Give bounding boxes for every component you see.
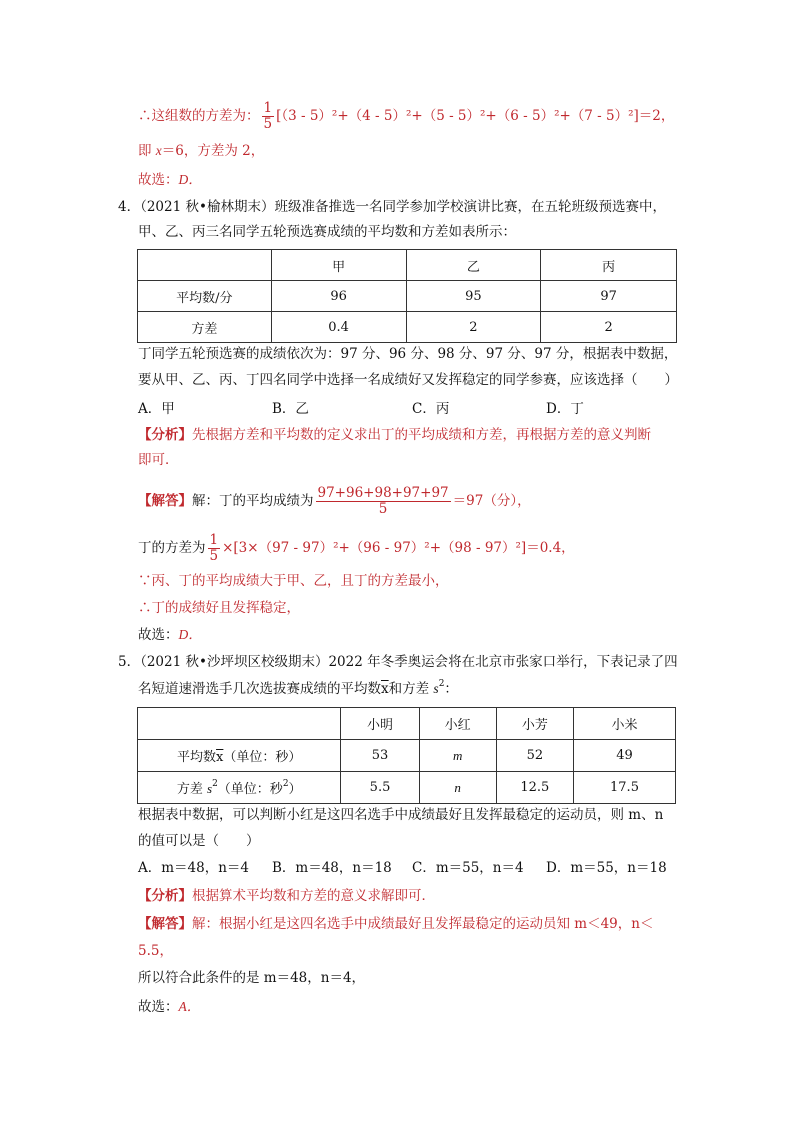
q4-analysis-line-2: 即可．: [138, 452, 179, 468]
fraction-one-fifth: $\frac{1}{5}$: [209, 532, 219, 564]
fraction-mean: $\frac{97+96+98+97+97}{5}$: [317, 485, 449, 517]
q5-stem-line-2: 名短道速滑选手几次选拔赛成绩的平均数$\overline{x}$和方差 $s^2$：: [138, 679, 458, 697]
q4-reason-line-2: ∴丁的成绩好且发挥稳定，: [138, 600, 300, 616]
q5-option-a: A．m＝48，n＝4: [138, 860, 250, 876]
q4-stem-line-2: 甲、乙、丙三名同学五轮预选赛成绩的平均数和方差如表所示：: [138, 224, 516, 240]
q5-skating-table: [137, 707, 676, 804]
q5-option-c: C．m＝55，n＝4: [412, 860, 524, 876]
q4-stem-line-1: 4．（2021 秋•榆林期末）班级准备推选一名同学参加学校演讲比赛，在五轮班级预选赛中，: [118, 199, 666, 215]
prev-choice-line: 故选：D．: [138, 172, 202, 188]
table-row: 平均数$\overline{x}$（单位：秒） 53 m 52 49: [138, 740, 676, 772]
q4-stem-line-4: 要从甲、乙、丙、丁四名同学中选择一名成绩好又发挥稳定的同学参赛，应该选择（ ）: [138, 372, 678, 388]
q4-score-table: [137, 249, 677, 343]
table-row: 方差 $s^2$（单位：秒$^2$） 5.5 n 12.5 17.5: [138, 772, 676, 804]
q4-option-a: A．甲: [138, 401, 175, 417]
q5-solution-line-2: 5.5，: [138, 943, 173, 959]
row-label-mean: 平均数$\overline{x}$（单位：秒）: [138, 740, 341, 772]
q4-solution-line-1: 【解答】解：丁的平均成绩为 $\frac{97+96+98+97+97}{5}$ ＝97（分），: [138, 485, 531, 517]
prev-result-line: 即 x＝6，方差为 2，: [138, 143, 265, 159]
q5-option-b: B．m＝48，n＝18: [272, 860, 392, 876]
q5-analysis-line: 【分析】根据算术平均数和方差的意义求解即可．: [138, 888, 435, 904]
q4-stem-line-3: 丁同学五轮预选赛的成绩依次为：97 分、96 分、98 分、97 分、97 分，根据表中数据，: [138, 346, 678, 362]
q5-option-d: D．m＝55，n＝18: [546, 860, 667, 876]
q5-stem-line-3: 根据表中数据，可以判断小红是这四名选手中成绩最好且发挥最稳定的运动员，则 m、n: [138, 807, 664, 823]
fraction-one-fifth: $\frac{1}{5}$: [263, 100, 273, 132]
q4-option-d: D．丁: [546, 401, 584, 417]
table-row: 平均数/分 96 95 97: [138, 281, 677, 312]
q4-solution-line-2: 丁的方差为 $\frac{1}{5}$ ×[3×（97 - 97）²+（96 - 97）²+（98 - 97）²]＝0.4，: [138, 532, 575, 564]
row-label-variance: 方差 $s^2$（单位：秒$^2$）: [138, 772, 341, 804]
q4-analysis-line-1: 【分析】先根据方差和平均数的定义求出丁的平均成绩和方差，再根据方差的意义判断: [138, 427, 651, 443]
prev-variance-line: ∴这组数的方差为： $\frac{1}{5}$ [（3 - 5）²+（4 - 5）²+（5 - 5）²+（6 - 5）²+（7 - 5）²]＝2，: [138, 100, 675, 132]
q5-stem-line-4: 的值可以是（ ）: [138, 833, 260, 849]
q4-choice-line: 故选：D．: [138, 627, 202, 643]
q4-option-b: B．乙: [272, 401, 309, 417]
table-row: 方差 0.4 2 2: [138, 312, 677, 343]
table-header-row: 小明 小红 小芳 小米: [138, 708, 676, 740]
q4-reason-line-1: ∵丙、丁的平均成绩大于甲、乙，且丁的方差最小，: [138, 573, 449, 589]
q5-solution-line-1: 【解答】解：根据小红是这四名选手中成绩最好且发挥最稳定的运动员知 m＜49，n＜: [138, 916, 654, 932]
q4-option-c: C．丙: [412, 401, 450, 417]
q5-stem-line-1: 5．（2021 秋•沙坪坝区校级期末）2022 年冬季奥运会将在北京市张家口举行，下表记录了四: [118, 654, 678, 670]
q5-choice-line: 故选：A．: [138, 999, 201, 1015]
table-header-row: 甲 乙 丙: [138, 250, 677, 281]
q5-solution-line-3: 所以符合此条件的是 m＝48，n＝4，: [138, 970, 366, 986]
